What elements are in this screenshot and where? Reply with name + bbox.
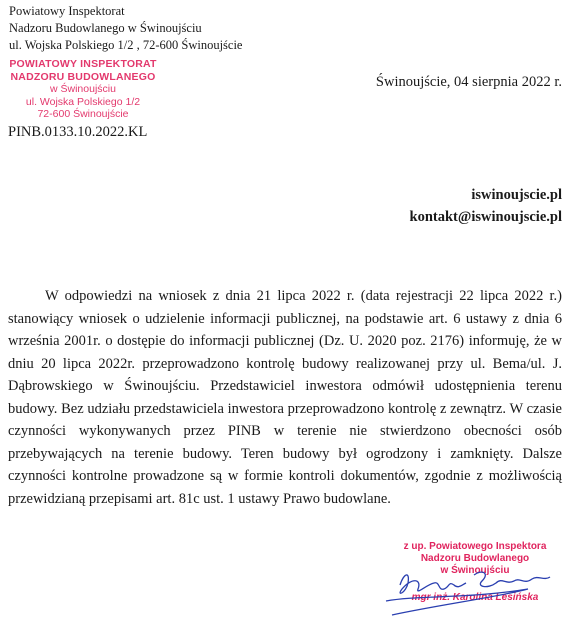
stamp-line-2: NADZORU BUDOWLANEGO	[10, 70, 156, 83]
stamp-line-4: ul. Wojska Polskiego 1/2	[25, 95, 141, 108]
sender-line-1: Powiatowy Inspektorat	[9, 4, 125, 18]
recipient-block	[410, 184, 562, 228]
handwritten-signature	[378, 555, 568, 623]
sig-stamp-line-1: z up. Powiatowego Inspektora	[403, 541, 547, 552]
signature-stroke	[400, 572, 550, 593]
place-and-date: Świnoujście, 04 sierpnia 2022 r.	[375, 74, 562, 90]
reference-number: PINB.0133.10.2022.KL	[8, 124, 148, 140]
sender-address	[9, 3, 242, 54]
sender-line-2: Nadzoru Budowlanego w Świnoujściu	[9, 21, 202, 35]
signatory-name: mgr inż. Karolina Lesińska	[411, 592, 539, 603]
letter-body: W odpowiedzi na wniosek z dnia 21 lipca 2022 r. (data rejestracji 22 lipca 2022 r.) stanowiący wniosek o udzielenie informacji publicznej, na podstawie art. 6 ustawy z dnia 6 września 2001r. o dostępie do informacji publicznej (Dz. U. 2020 poz. 2176) informuję, że w dniu 20 lipca 2022r. przeprowadzono kontrolę budowy realizowanej przy ul. Bema/ul. J. Dąbrowskiego w Świnoujściu. Przedstawiciel inwestora odmówił udostępnienia terenu budowy. Bez udziału przedstawiciela inwestora przeprowadzono kontrolę z zewnątrz. W czasie czynności wykonywanych przez PINB w terenie nie stwierdzono obecności osób przebywających na terenie budowy. Teren budowy był ogrodzony i zamknięty. Dalsze czynności kontrolne prowadzone są w formie kontroli dokumentów, zgodnie z możliwością przewidzianą przepisami art. 81c ust. 1 ustawy Prawo budowlane.	[8, 288, 562, 507]
sig-stamp-line-3: w Świnoujściu	[440, 565, 510, 576]
office-stamp	[8, 58, 158, 121]
stamp-line-1: POWIATOWY INSPEKTORAT	[9, 58, 157, 70]
stamp-line-5: 72-600 Świnoujście	[37, 108, 129, 120]
recipient-line-2: kontakt@iswinoujscie.pl	[409, 209, 562, 225]
signature-underline	[386, 589, 528, 615]
stamp-line-3: w Świnoujściu	[50, 83, 116, 95]
sig-stamp-line-2: Nadzoru Budowlanego	[420, 553, 530, 564]
sender-line-3: ul. Wojska Polskiego 1/2 , 72-600 Świnoujście	[9, 38, 243, 52]
recipient-line-1: iswinoujscie.pl	[471, 187, 562, 203]
